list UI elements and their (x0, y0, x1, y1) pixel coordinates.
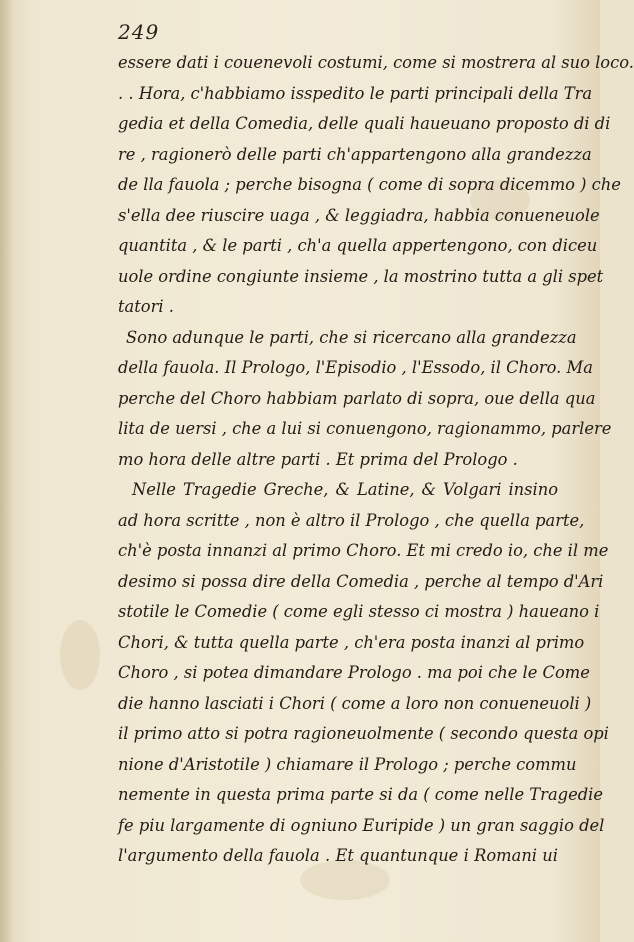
text-line: della fauola. Il Prologo, l'Episodio , l'Essodo, il Choro. Ma (118, 358, 593, 377)
page-number: 249 (118, 20, 160, 44)
text-line: essere dati i couenevoli costumi, come si mostrera al suo loco. (118, 53, 634, 72)
text-line: l'argumento della fauola . Et quantunque i Romani ui (118, 846, 558, 865)
text-line: desimo si possa dire della Comedia , perche al tempo d'Ari (118, 571, 604, 591)
body-text (118, 48, 634, 872)
text-line: . . Hora, c'habbiamo isspedito le parti principali della Tra (118, 83, 593, 103)
text-line: ad hora scritte , non è altro il Prologo , che quella parte, (118, 510, 585, 530)
text-line: die hanno lasciati i Chori ( come a loro non conueneuoli ) (118, 693, 592, 713)
text-line: nemente in questa prima parte si da ( come nelle Tragedie (118, 785, 603, 804)
text-line: fe piu largamente di ogniuno Euripide ) un gran saggio del (118, 815, 605, 835)
text-line: Nelle Tragedie Greche, & Latine, & Volgari insino (132, 480, 558, 499)
text-line: nione d'Aristotile ) chiamare il Prologo ; perche commu (118, 754, 577, 774)
text-line: s'ella dee riuscire uaga , & leggiadra, habbia conueneuole (118, 205, 600, 225)
gutter-shadow (0, 0, 14, 942)
text-line: Choro , si potea dimandare Prologo . ma poi che le Come (118, 663, 590, 682)
text-line: il primo atto si potra ragioneuolmente ( secondo questa opi (118, 724, 609, 743)
text-line: mo hora delle altre parti . Et prima del Prologo . (118, 449, 518, 469)
text-line: stotile le Comedie ( come egli stesso ci mostra ) haueano i (118, 602, 600, 621)
text-line: gedia et della Comedia, delle quali haueuano proposto di di (118, 114, 611, 133)
text-line: lita de uersi , che a lui si conuengono, ragionammo, parlere (118, 419, 612, 438)
text-line: quantita , & le parti , ch'a quella appertengono, con diceu (118, 236, 598, 255)
text-line: Chori, & tutta quella parte , ch'era posta inanzi al primo (118, 632, 585, 652)
text-line: re , ragionerò delle parti ch'appartengono alla grandezza (118, 144, 592, 164)
foxing-stain (60, 620, 100, 690)
text-line: Sono adunque le parti, che si ricercano alla grandezza (126, 327, 577, 347)
text-line: perche del Choro habbiam parlato di sopra, oue della qua (118, 388, 596, 408)
text-line: ch'è posta innanzi al primo Choro. Et mi credo io, che il me (118, 541, 609, 560)
text-line: de lla fauola ; perche bisogna ( come di sopra dicemmo ) che (118, 175, 621, 194)
text-line: tatori . (118, 297, 174, 316)
text-line: uole ordine congiunte insieme , la mostrino tutta a gli spet (118, 266, 604, 286)
